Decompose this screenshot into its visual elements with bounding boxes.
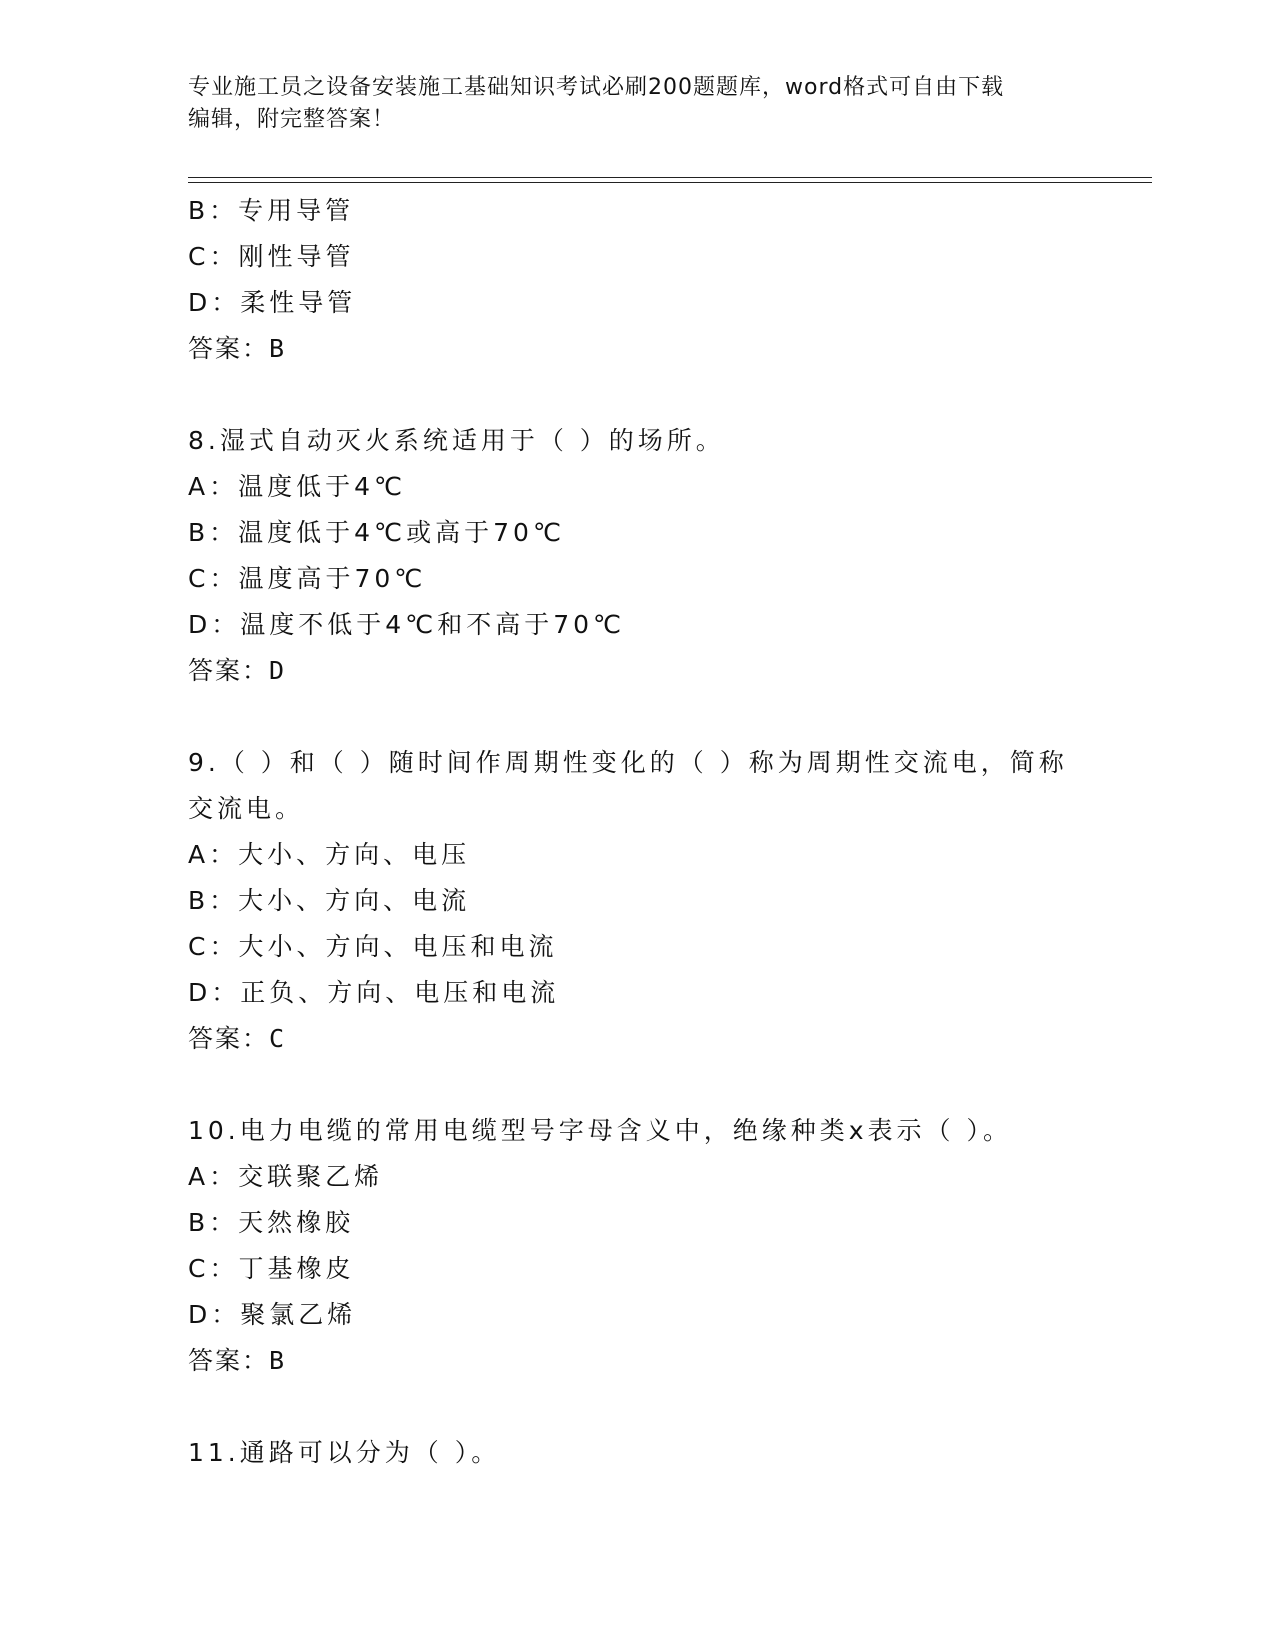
document-header xyxy=(188,72,1088,136)
option-b: B：大小、方向、电流 xyxy=(188,886,471,915)
option-d: D：聚氯乙烯 xyxy=(188,1300,357,1329)
spacer xyxy=(188,1062,1108,1108)
option-a: A：大小、方向、电压 xyxy=(188,840,471,869)
question-block-7 xyxy=(188,188,1108,372)
header-title-line-2: 编辑，附完整答案！ xyxy=(188,107,396,132)
question-block-8 xyxy=(188,418,1108,694)
option-c: C：刚性导管 xyxy=(188,242,355,271)
spacer xyxy=(188,1384,1108,1430)
option-b: B：天然橡胶 xyxy=(188,1208,355,1237)
question-text: 11.通路可以分为（ ）。 xyxy=(188,1438,501,1467)
option-b: B：专用导管 xyxy=(188,196,355,225)
option-a: A：温度低于4℃ xyxy=(188,472,407,501)
question-text: 10.电力电缆的常用电缆型号字母含义中，绝缘种类x表示（ ）。 xyxy=(188,1116,1013,1145)
question-block-11 xyxy=(188,1430,1108,1476)
spacer xyxy=(188,694,1108,740)
document-body xyxy=(188,188,1108,1476)
option-c: C：大小、方向、电压和电流 xyxy=(188,932,558,961)
question-block-10 xyxy=(188,1108,1108,1384)
answer-line: 答案：C xyxy=(188,1024,287,1053)
header-divider-bottom xyxy=(188,182,1152,183)
question-text-line-1: 9.（ ）和（ ）随时间作周期性变化的（ ）称为周期性交流电，简称 xyxy=(188,748,1068,777)
header-title-line-1: 专业施工员之设备安装施工基础知识考试必刷200题题库，word格式可自由下载 xyxy=(188,75,1005,100)
option-c: C：丁基橡皮 xyxy=(188,1254,355,1283)
option-a: A：交联聚乙烯 xyxy=(188,1162,384,1191)
answer-line: 答案：B xyxy=(188,334,287,363)
answer-line: 答案：D xyxy=(188,656,287,685)
header-divider-top xyxy=(188,177,1152,178)
spacer xyxy=(188,372,1108,418)
question-text-line-2: 交流电。 xyxy=(188,794,305,823)
question-text: 8.湿式自动灭火系统适用于（ ）的场所。 xyxy=(188,426,725,455)
option-d: D：正负、方向、电压和电流 xyxy=(188,978,560,1007)
option-c: C：温度高于70℃ xyxy=(188,564,427,593)
answer-line: 答案：B xyxy=(188,1346,287,1375)
option-d: D：温度不低于4℃和不高于70℃ xyxy=(188,610,626,639)
question-block-9 xyxy=(188,740,1108,1062)
option-d: D：柔性导管 xyxy=(188,288,357,317)
option-b: B：温度低于4℃或高于70℃ xyxy=(188,518,566,547)
